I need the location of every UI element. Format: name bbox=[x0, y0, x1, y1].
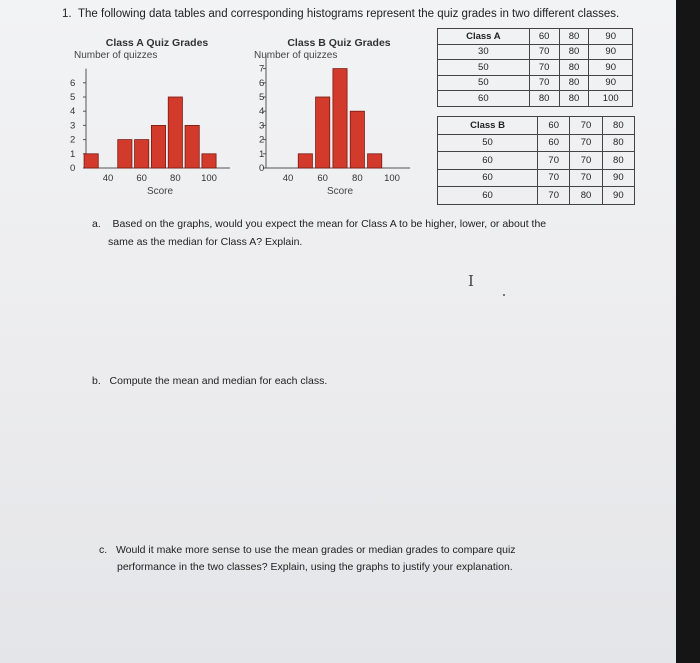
y-tick-label: 4 bbox=[259, 106, 265, 118]
histogram-bar bbox=[333, 69, 347, 168]
histogram-bar bbox=[185, 125, 199, 168]
class-a-row bbox=[438, 29, 633, 45]
y-tick-label: 2 bbox=[259, 134, 265, 146]
y-tick-label: 2 bbox=[70, 134, 76, 146]
x-axis-label: Score bbox=[146, 186, 174, 197]
speck bbox=[503, 294, 505, 296]
class-a-cell: 90 bbox=[589, 44, 633, 60]
class-b-row bbox=[438, 187, 635, 205]
class-a-cell: 70 bbox=[529, 44, 559, 60]
class-a-cell: 30 bbox=[438, 44, 530, 60]
class-b-cell: 70 bbox=[538, 169, 570, 187]
text-cursor-icon: I bbox=[468, 272, 474, 290]
class-a-cell: 50 bbox=[438, 60, 530, 76]
y-tick-label: 7 bbox=[259, 63, 265, 75]
y-axis-label: Number of quizzes bbox=[254, 50, 338, 61]
class-a-cell: 100 bbox=[589, 91, 633, 107]
x-tick-label: 80 bbox=[170, 173, 181, 184]
y-tick-label: 6 bbox=[259, 77, 265, 89]
class-a-table bbox=[437, 28, 633, 107]
class-b-cell: 70 bbox=[570, 169, 602, 187]
histogram-bar bbox=[202, 154, 216, 168]
class-b-cell: 70 bbox=[570, 134, 602, 152]
part-a-question: a. Based on the graphs, would you expect the mean for Class A to be higher, lower, or about the same as the median for Class A? Explain. bbox=[92, 218, 547, 248]
x-tick-label: 100 bbox=[384, 173, 400, 184]
class-b-cell: 60 bbox=[438, 187, 538, 205]
histogram-title: Class B Quiz Grades bbox=[287, 37, 391, 49]
histogram-bar bbox=[298, 154, 312, 168]
histogram-class-b bbox=[254, 37, 410, 197]
class-b-cell: 70 bbox=[570, 152, 602, 170]
class-b-cell: 80 bbox=[602, 134, 634, 152]
x-tick-label: 100 bbox=[201, 173, 217, 184]
class-a-cell: 90 bbox=[589, 29, 633, 45]
histogram-bar bbox=[118, 140, 132, 168]
class-b-row bbox=[438, 134, 635, 152]
x-tick-label: 80 bbox=[352, 173, 363, 184]
class-a-label: Class A bbox=[438, 29, 530, 45]
question-heading: 1. The following data tables and corresponding histograms represent the quiz grades in two different classes. bbox=[62, 8, 620, 20]
histogram-bar bbox=[135, 140, 149, 168]
class-a-cell: 80 bbox=[559, 60, 589, 76]
x-tick-label: 60 bbox=[317, 173, 328, 184]
class-b-row bbox=[438, 169, 635, 187]
class-b-cell: 70 bbox=[538, 152, 570, 170]
histogram-bar bbox=[151, 125, 165, 168]
y-tick-label: 5 bbox=[70, 92, 76, 103]
class-b-cell: 60 bbox=[538, 134, 570, 152]
y-tick-label: 3 bbox=[259, 120, 265, 132]
class-b-cell: 60 bbox=[438, 152, 538, 170]
class-b-cell: 70 bbox=[538, 187, 570, 205]
class-a-cell: 60 bbox=[438, 91, 530, 107]
histogram-bar bbox=[368, 154, 382, 168]
class-b-cell: 60 bbox=[538, 117, 570, 135]
y-tick-label: 0 bbox=[259, 163, 265, 174]
class-a-cell: 70 bbox=[529, 60, 559, 76]
class-a-row bbox=[438, 91, 633, 107]
histogram-title: Class A Quiz Grades bbox=[105, 37, 209, 49]
class-b-cell: 80 bbox=[602, 152, 634, 170]
class-b-row bbox=[438, 152, 635, 170]
class-a-cell: 50 bbox=[438, 75, 530, 91]
y-tick-label: 1 bbox=[259, 148, 265, 160]
class-a-cell: 80 bbox=[559, 44, 589, 60]
x-tick-label: 40 bbox=[102, 173, 114, 184]
class-a-cell: 80 bbox=[559, 29, 589, 45]
y-tick-label: 5 bbox=[259, 92, 265, 103]
histogram-bar bbox=[84, 154, 98, 168]
class-a-cell: 90 bbox=[589, 60, 633, 76]
class-a-row bbox=[438, 44, 633, 60]
x-axis-label: Score bbox=[326, 186, 354, 197]
y-tick-label: 3 bbox=[70, 120, 76, 132]
class-b-label: Class B bbox=[438, 117, 538, 135]
class-b-cell: 60 bbox=[438, 169, 538, 187]
class-b-cell: 90 bbox=[602, 187, 634, 205]
class-a-cell: 80 bbox=[529, 91, 559, 107]
class-b-cell: 80 bbox=[602, 117, 634, 135]
class-a-row bbox=[438, 75, 633, 91]
class-b-cell: 50 bbox=[438, 134, 538, 152]
histogram-class-a bbox=[70, 37, 230, 197]
class-a-cell: 70 bbox=[529, 75, 559, 91]
class-a-cell: 90 bbox=[589, 75, 633, 91]
class-b-row bbox=[438, 117, 635, 135]
histogram-bar bbox=[168, 97, 182, 168]
x-tick-label: 40 bbox=[282, 173, 294, 184]
class-a-cell: 80 bbox=[559, 75, 589, 91]
histogram-bar bbox=[316, 97, 330, 168]
y-tick-label: 4 bbox=[70, 106, 76, 118]
y-tick-label: 1 bbox=[70, 148, 76, 160]
class-a-cell: 80 bbox=[559, 91, 589, 107]
class-b-table bbox=[437, 116, 635, 205]
part-c-question: c. Would it make more sense to use the mean grades or median grades to compare quiz performance in the two classes? Explain, using the graphs to justify your explanation. bbox=[99, 544, 516, 573]
class-b-cell: 70 bbox=[570, 117, 602, 135]
y-axis-label: Number of quizzes bbox=[74, 50, 158, 61]
y-tick-label: 6 bbox=[70, 77, 76, 89]
class-a-row bbox=[438, 60, 633, 76]
class-a-cell: 60 bbox=[529, 29, 559, 45]
class-b-cell: 80 bbox=[570, 187, 602, 205]
class-b-cell: 90 bbox=[602, 169, 634, 187]
part-b-question: b. Compute the mean and median for each class. bbox=[92, 375, 328, 387]
histogram-bar bbox=[350, 111, 364, 168]
x-tick-label: 60 bbox=[136, 173, 147, 184]
y-tick-label: 0 bbox=[70, 163, 76, 174]
